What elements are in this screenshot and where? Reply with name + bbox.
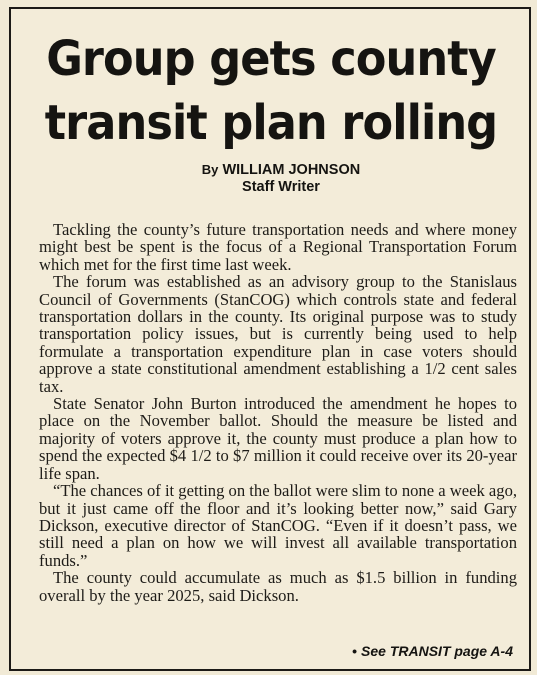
article-border xyxy=(9,7,531,671)
headline: Group gets county transit plan rolling xyxy=(44,31,498,151)
byline-prefix: By xyxy=(201,162,219,177)
paragraph: The forum was established as an advisory group to the Stanislaus Council of Governments (StanCOG) which controls state and federal transportation dollars in the county. Its original purpose was to study transportation policy issues, but is currently being used to help formulate a transportation expenditure plan in case voters should approve a state constitutional amendment establishing a 1/2 cent sales tax. xyxy=(39,272,517,396)
paragraph: “The chances of it getting on the ballot were slim to none a week ago, but it just came off the floor and it’s looking better now,” said Gary Dickson, executive director of StanCOG. “Even if it doesn’t pass, we still need a plan on how we will invest all available transportation funds.” xyxy=(39,481,518,570)
author-title: Staff Writer xyxy=(242,179,320,195)
author-name: WILLIAM JOHNSON xyxy=(222,162,361,178)
paragraph: State Senator John Burton introduced the amendment he hopes to place on the November ballot. Should the measure be listed and majority of voters approve it, the county must produce a plan how to spend the expected $4 1/2 to $7 million it could receive over its 20-year life span. xyxy=(39,394,517,483)
continuation-reference xyxy=(352,643,513,659)
paragraph: Tackling the county’s future transportation needs and where money might best be spent is the focus of a Regional Transportation Forum which met for the first time last week. xyxy=(39,220,517,274)
bullet-icon: • xyxy=(352,643,358,659)
article-body xyxy=(39,221,517,604)
continuation-text: See TRANSIT page A-4 xyxy=(361,643,513,659)
byline xyxy=(151,161,411,196)
paragraph: The county could accumulate as much as $1.5 billion in funding overall by the year 2025, said Dickson. xyxy=(39,568,517,605)
